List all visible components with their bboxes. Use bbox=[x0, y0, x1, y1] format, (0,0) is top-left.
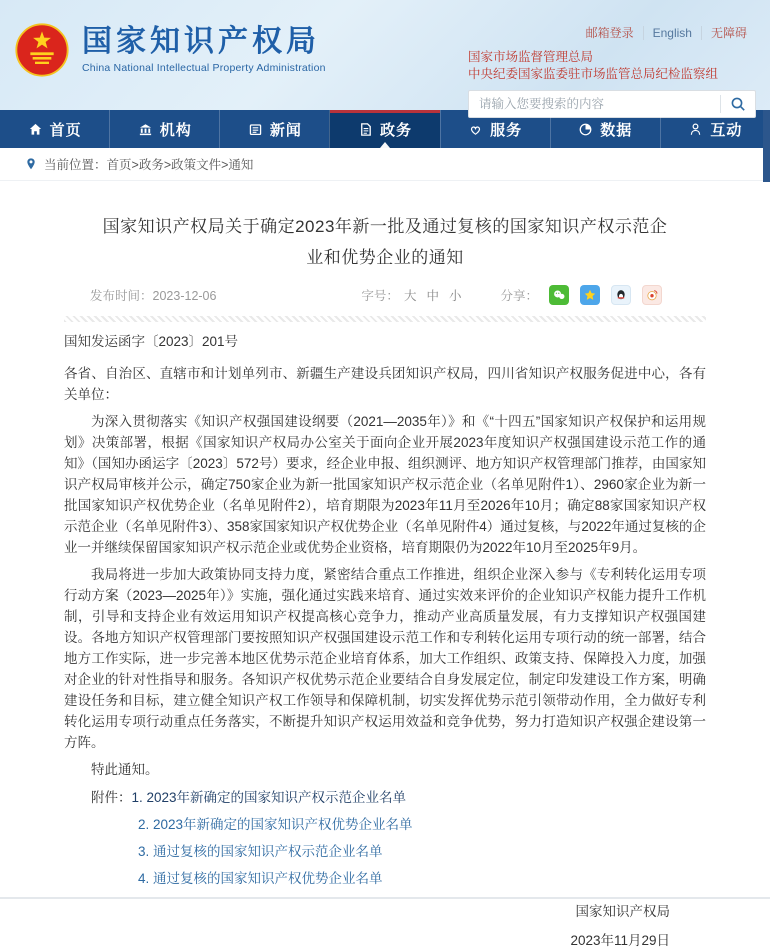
nav-item-news[interactable]: 新闻 bbox=[219, 110, 329, 148]
weibo-share-icon[interactable] bbox=[642, 285, 662, 305]
attachments-label: 附件： bbox=[91, 790, 132, 805]
site-header bbox=[0, 0, 770, 110]
closing-line: 特此通知。 bbox=[91, 762, 159, 777]
attachment-link-1[interactable]: 1. 2023年新确定的国家知识产权示范企业名单 bbox=[131, 790, 407, 805]
signature-block bbox=[64, 901, 706, 951]
right-edge-strip bbox=[763, 110, 770, 182]
home-icon bbox=[28, 122, 43, 137]
accessibility-link[interactable]: 无障碍 bbox=[701, 26, 756, 40]
search-input[interactable] bbox=[469, 97, 720, 111]
attachment-row bbox=[91, 814, 706, 835]
share-label: 分享： bbox=[500, 289, 538, 303]
article-meta bbox=[64, 285, 706, 305]
samr-link[interactable]: 国家市场监督管理总局 bbox=[468, 50, 594, 64]
main-nav bbox=[0, 110, 770, 148]
national-emblem-icon bbox=[14, 22, 70, 78]
site-name-english: China National Intellectual Property Administration bbox=[82, 62, 326, 74]
attachment-row bbox=[91, 868, 706, 889]
related-links bbox=[468, 49, 756, 83]
salutation: 各省、自治区、直辖市和计划单列市、新疆生产建设兵团知识产权局，四川省知识产权服务促进中心，各有关单位： bbox=[64, 366, 706, 402]
breadcrumb-label: 当前位置： bbox=[44, 158, 107, 172]
hatched-divider bbox=[64, 316, 706, 322]
top-utility-links bbox=[468, 24, 756, 41]
breadcrumb bbox=[0, 148, 770, 181]
attachment-link-4[interactable]: 4. 通过复核的国家知识产权优势企业名单 bbox=[138, 871, 383, 886]
font-size-medium[interactable]: 中 bbox=[426, 289, 439, 303]
font-size-label: 字号： bbox=[361, 289, 399, 303]
interaction-hand-icon bbox=[688, 122, 703, 137]
news-icon bbox=[248, 122, 263, 137]
paragraph-1: 为深入贯彻落实《知识产权强国建设纲要（2021—2035年）》和《“十四五”国家知识产权保护和运用规划》决策部署，根据《国家知识产权局办公室关于面向企业开展2023年度知识产权强国建设示范工作的通知》（国知办函运字〔2023〕572号）要求，经企业申报、组织测评、地方知识产权管理部门推荐，由国家知识产权局审核并公示，确定750家企业为新一批国家知识产权示范企业（名单见附件1）、2960家企业为新一批国家知识产权优势企业（名单见附件2），培育期限为2023年11月至2026年10月；确定88家国家知识产权示范企业（名单见附件3）、358家国家知识产权优势企业（名单见附件4）通过复核，与2022年通过复核的企业一并继续保留国家知识产权示范企业或优势企业资格，培育期限仍为2022年10月至2025年9月。 bbox=[64, 414, 706, 555]
document-number: 国知发运函字〔2023〕201号 bbox=[64, 334, 239, 349]
sign-date: 2023年11月29日 bbox=[570, 933, 670, 948]
attachments-list bbox=[64, 787, 706, 889]
document-icon bbox=[358, 122, 373, 137]
nav-item-home[interactable]: 首页 bbox=[0, 110, 109, 148]
discipline-inspection-link[interactable]: 中央纪委国家监委驻市场监管总局纪检监察组 bbox=[468, 67, 719, 81]
site-logo[interactable] bbox=[14, 22, 326, 78]
page-title: 国家知识产权局关于确定2023年新一批及通过复核的国家知识产权示范企业和优势企业的通知 bbox=[102, 217, 668, 267]
breadcrumb-path[interactable]: 首页>政务>政策文件>通知 bbox=[106, 158, 254, 172]
attachment-row bbox=[91, 787, 706, 808]
attachment-row bbox=[91, 841, 706, 862]
paragraph-2: 我局将进一步加大政策协同支持力度，紧密结合重点工作推进，组织企业深入参与《专利转化运用专项行动方案（2023—2025年）》实施，强化通过实践来培育、通过实效来评价的企业知识产权能力提升工作机制，引导和支持企业有效运用知识产权提高核心竞争力，推动产业高质量发展，有力支撑知识产权强国建设。各地方知识产权管理部门要按照知识产权强国建设示范工作和专利转化运用专项行动的统一部署，结合地方工作实际，进一步完善本地区优势示范企业培育体系，加大工作组织、政策支持、保障投入力度，加强对企业的针对性指导和服务。各知识产权优势示范企业要结合自身发展定位，制定印发建设工作方案，明确建设任务和目标，建立健全知识产权工作领导和保障机制，切实发挥优势示范引领带动作用，全力做好专利转化运用专项行动重点任务落实，不断提升知识产权运用效益和竞争优势，努力打造知识产权强企建设第一方阵。 bbox=[64, 567, 706, 750]
wechat-share-icon[interactable] bbox=[549, 285, 569, 305]
english-link[interactable]: English bbox=[643, 26, 701, 40]
attachment-link-3[interactable]: 3. 通过复核的国家知识产权示范企业名单 bbox=[138, 844, 383, 859]
institution-icon bbox=[138, 122, 153, 137]
font-size-large[interactable]: 大 bbox=[403, 289, 417, 303]
nav-item-institution[interactable]: 机构 bbox=[109, 110, 219, 148]
nav-item-data[interactable]: 数据 bbox=[550, 110, 660, 148]
signer: 国家知识产权局 bbox=[575, 904, 670, 919]
qq-share-icon[interactable] bbox=[611, 285, 631, 305]
nav-item-services[interactable]: 服务 bbox=[440, 110, 550, 148]
location-pin-icon bbox=[24, 157, 38, 171]
pie-chart-icon bbox=[578, 122, 593, 137]
publish-date: 2023-12-06 bbox=[152, 289, 217, 303]
site-name: 国家知识产权局 bbox=[82, 25, 320, 58]
publish-time-label: 发布时间： bbox=[90, 289, 153, 303]
nav-item-government-affairs[interactable]: 政务 bbox=[329, 110, 439, 148]
article bbox=[0, 211, 770, 951]
font-size-small[interactable]: 小 bbox=[448, 289, 462, 303]
attachment-link-2[interactable]: 2. 2023年新确定的国家知识产权优势企业名单 bbox=[138, 817, 413, 832]
qzone-share-icon[interactable] bbox=[580, 285, 600, 305]
service-heart-icon bbox=[468, 122, 483, 137]
nav-item-interaction[interactable]: 互动 bbox=[660, 110, 770, 148]
mail-login-link[interactable]: 邮箱登录 bbox=[585, 26, 634, 40]
